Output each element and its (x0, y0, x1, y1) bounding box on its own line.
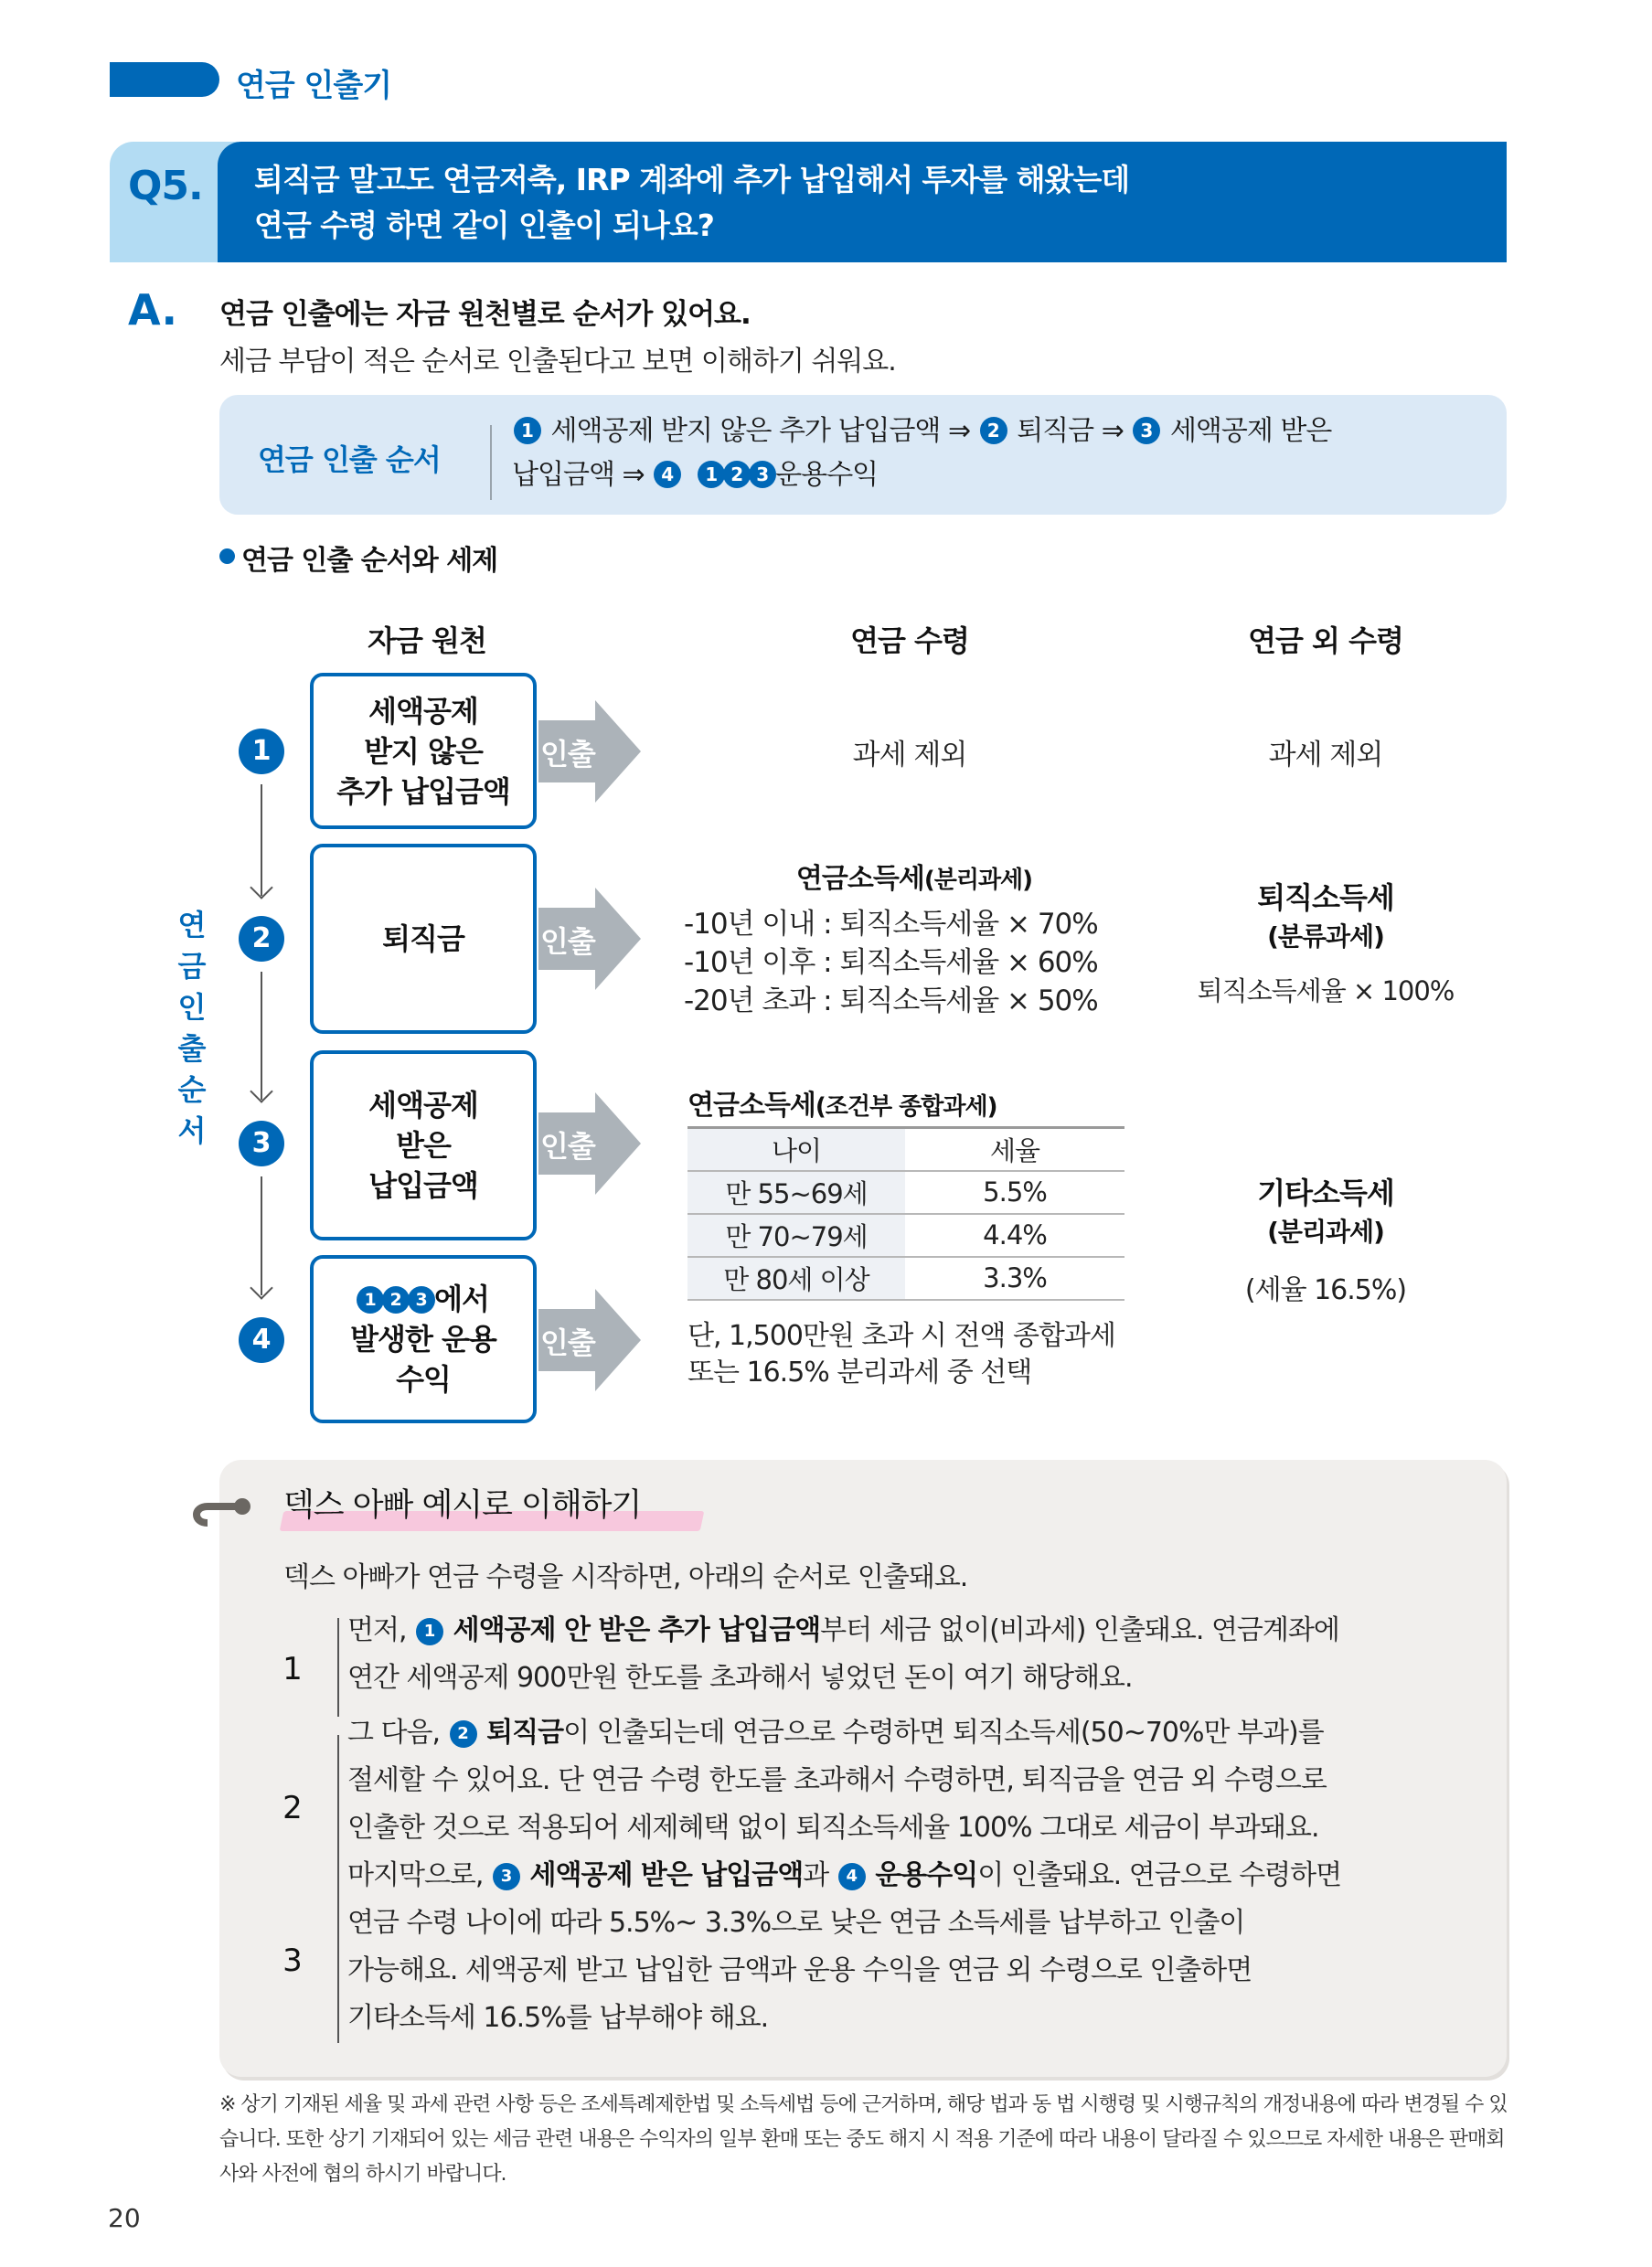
step-2-text: 퇴직금 (1017, 415, 1094, 447)
text: 먼저, (347, 1614, 415, 1646)
divider (490, 425, 492, 500)
arrow-down-icon (250, 1080, 272, 1102)
source-line: 세액공제 (368, 693, 478, 729)
source-line: 받은 (396, 1128, 451, 1163)
section-heading: 연금 인출 순서와 세제 (241, 545, 498, 577)
badge-1: 1 (357, 1286, 384, 1314)
bold-term: 퇴직금 (486, 1717, 564, 1749)
rate-line: -20년 초과 : 퇴직소득세율 × 50% (684, 984, 1098, 1017)
row1-pension-tax: 과세 제외 (852, 739, 967, 772)
step-circle-3: 3 (239, 1121, 284, 1166)
badge-4: 4 (838, 1863, 866, 1890)
table-row (687, 1214, 1124, 1257)
bold-term: 세액공제 받은 납입금액 (529, 1859, 804, 1891)
badge-3: 3 (408, 1286, 435, 1314)
double-arrow-icon: ⇒ (1101, 415, 1124, 447)
text: 과 (803, 1859, 837, 1891)
step-badge-4: 4 (654, 461, 681, 488)
step-circle-4: 4 (239, 1317, 284, 1363)
rate-cell: 3.3% (905, 1257, 1124, 1300)
text: 그 다음, (347, 1717, 448, 1749)
age-cell: 만 70~79세 (687, 1214, 905, 1257)
source-line: 퇴직금 (382, 921, 464, 956)
step-3-text-b: 납입금액 (512, 459, 614, 491)
withdraw-label: 인출 (540, 1325, 595, 1360)
item-line: 연간 세액공제 900만원 한도를 초과해서 넣었던 돈이 여기 해당해요. (347, 1662, 1133, 1694)
row3-non-pension-sub: (분리과세) (1267, 1217, 1384, 1247)
section-header-bar (110, 62, 219, 97)
item-line (347, 1852, 1499, 1900)
double-arrow-icon: ⇒ (947, 415, 971, 447)
example-item-2 (347, 1709, 1499, 1852)
item-line: 절세할 수 있어요. 단 연금 수령 한도를 초과해서 수령하면, 퇴직금을 연금 외 수령으로 (347, 1764, 1327, 1796)
table-header-row (687, 1128, 1124, 1171)
withdraw-arrow (538, 1092, 641, 1195)
column-header-source: 자금 원천 (368, 623, 486, 658)
question-line-1: 퇴직금 말고도 연금저축, IRP 계좌에 추가 납입해서 투자를 해왔는데 (254, 162, 1130, 197)
source-line: 납입금액 (368, 1168, 478, 1203)
source-box-severance (310, 844, 537, 1034)
side-char: 연 (177, 908, 207, 942)
answer-subline: 세금 부담이 적은 순서로 인출된다고 보면 이해하기 쉬워요. (219, 346, 896, 378)
column-header-non-pension: 연금 외 수령 (1248, 623, 1403, 658)
side-char: 금 (177, 949, 207, 984)
question-label: Q5. (128, 163, 203, 209)
double-arrow-icon: ⇒ (622, 459, 645, 491)
withdraw-label: 인출 (540, 924, 595, 959)
row2-non-pension-title: 퇴직소득세 (1257, 880, 1394, 915)
step-1-text: 세액공제 받지 않은 추가 납입금액 (550, 415, 941, 447)
rate-line: -10년 이내 : 퇴직소득세율 × 70% (684, 908, 1098, 941)
step-circle-1: 1 (239, 729, 284, 774)
example-item-3 (347, 1852, 1499, 2042)
bullet-icon (219, 548, 235, 564)
step-badge-2: 2 (980, 417, 1007, 444)
row2-non-pension-rate: 퇴직소득세율 × 100% (1197, 975, 1455, 1006)
item-divider (337, 1869, 339, 2043)
arrow-down-icon (250, 876, 272, 899)
rate-line: -10년 이후 : 퇴직소득세율 × 60% (684, 946, 1098, 979)
header-age: 나이 (687, 1128, 905, 1171)
badge-2: 2 (450, 1720, 477, 1748)
title-sub: (조건부 종합과세) (815, 1093, 997, 1121)
row4-pension-note (687, 1318, 1115, 1391)
arrow-down-icon (250, 1276, 272, 1299)
bold-term: 운용수익 (875, 1859, 978, 1891)
item-line (347, 1607, 1499, 1655)
question-line-2: 연금 수령 하면 같이 인출이 되나요? (254, 208, 714, 243)
example-item-number: 3 (282, 1942, 303, 1979)
source-line: 세액공제 (368, 1088, 478, 1123)
row1-non-pension-tax: 과세 제외 (1268, 739, 1383, 772)
pin-hook-icon (187, 1492, 251, 1532)
example-item-number: 2 (282, 1790, 303, 1826)
withdraw-arrow (538, 888, 641, 990)
age-cell: 만 80세 이상 (687, 1257, 905, 1300)
text: 이 인출돼요. 연금으로 수령하면 (977, 1859, 1342, 1891)
step-3-text-a: 세액공제 받은 (1169, 415, 1332, 447)
title-sub: (분리과세) (923, 867, 1033, 894)
step-badge-3: 3 (1133, 417, 1160, 444)
row3-pension-title (687, 1082, 997, 1123)
source-box-investment-returns (310, 1255, 537, 1423)
row2-non-pension-sub: (분류과세) (1267, 921, 1384, 952)
example-title: 덱스 아빠 예시로 이해하기 (283, 1487, 642, 1524)
source-line: 받지 않은 (364, 733, 483, 769)
rate-cell: 5.5% (905, 1171, 1124, 1214)
age-cell: 만 55~69세 (687, 1171, 905, 1214)
rate-cell: 4.4% (905, 1214, 1124, 1257)
withdraw-label: 인출 (540, 737, 595, 772)
source-box-deducted-contributions (310, 1050, 537, 1240)
example-item-number: 1 (282, 1651, 303, 1687)
row2-pension-rates (684, 905, 1098, 1020)
row2-pension-title (731, 856, 1097, 896)
step-4-text: 운용수익 (775, 459, 879, 491)
note-line: 단, 1,500만원 초과 시 전액 종합과세 (687, 1320, 1115, 1352)
step-badge-1: 1 (514, 417, 541, 444)
age-tax-rate-table (687, 1126, 1124, 1301)
page-number: 20 (108, 2203, 141, 2233)
side-char: 서 (177, 1113, 207, 1148)
title-main: 연금소득세 (687, 1090, 815, 1122)
badge-2: 2 (723, 461, 751, 488)
item-line (347, 1709, 1499, 1757)
question-text (254, 157, 1129, 249)
source-line: 발생한 운용 (350, 1322, 496, 1357)
source-line (350, 1279, 496, 1319)
item-divider (337, 1735, 339, 1870)
source-line: 수익 (396, 1362, 451, 1397)
row3-non-pension-rate: (세율 16.5%) (1244, 1274, 1407, 1306)
item-line: 기타소득세 16.5%를 납부해야 해요. (347, 2002, 769, 2034)
badge-3: 3 (749, 461, 776, 488)
side-char: 인 (177, 990, 207, 1025)
header-rate: 세율 (905, 1128, 1124, 1171)
table-row (687, 1171, 1124, 1214)
row3-non-pension-title: 기타소득세 (1257, 1176, 1394, 1210)
withdraw-arrow (538, 700, 641, 803)
item-line: 연금 수령 나이에 따라 5.5%~ 3.3%으로 낮은 연금 소득세를 납부하고 인출이 (347, 1907, 1245, 1939)
table-row (687, 1257, 1124, 1300)
answer-headline: 연금 인출에는 자금 원천별로 순서가 있어요. (219, 298, 751, 331)
badge-1: 1 (416, 1618, 443, 1645)
example-item-1 (347, 1607, 1499, 1702)
step-circle-2: 2 (239, 916, 284, 962)
text: 부터 세금 없이(비과세) 인출돼요. 연금계좌에 (820, 1614, 1339, 1646)
withdrawal-order-steps (512, 410, 1499, 497)
note-line: 또는 16.5% 분리과세 중 선택 (687, 1357, 1032, 1389)
item-line: 인출한 것으로 적용되어 세제혜택 없이 퇴직소득세율 100% 그대로 세금이 부과돼요. (347, 1812, 1319, 1844)
source-line: 추가 납입금액 (336, 773, 510, 809)
badge-1: 1 (698, 461, 725, 488)
answer-label: A. (128, 285, 177, 335)
item-line: 가능해요. 세액공제 받고 납입한 금액과 운용 수익을 연금 외 수령으로 인출하면 (347, 1954, 1252, 1986)
text: 이 인출되는데 연금으로 수령하면 퇴직소득세(50~70%만 부과)를 (563, 1717, 1324, 1749)
side-char: 출 (177, 1031, 207, 1066)
side-char: 순 (177, 1072, 207, 1107)
badge-3: 3 (493, 1863, 520, 1890)
badge-2: 2 (382, 1286, 410, 1314)
bold-term: 세액공제 안 받은 추가 납입금액 (453, 1614, 821, 1646)
withdrawal-order-label: 연금 인출 순서 (258, 442, 441, 477)
column-header-pension: 연금 수령 (850, 623, 969, 658)
text: 마지막으로, (347, 1859, 491, 1891)
section-title: 연금 인출기 (236, 68, 392, 104)
source-box-untaxed-contributions (310, 673, 537, 829)
item-divider (337, 1618, 339, 1717)
withdraw-label: 인출 (540, 1129, 595, 1164)
withdrawal-order-side-label (174, 905, 210, 1152)
source-suffix: 에서 (434, 1282, 489, 1316)
withdraw-arrow (538, 1289, 641, 1391)
footnote-disclaimer: ※ 상기 기재된 세율 및 과세 관련 사항 등은 조세특례제한법 및 소득세법 등에 근거하며, 해당 법과 동 법 시행령 및 시행규칙의 개정내용에 따라 변경될 수 있습니다. 또한 상기 기재되어 있는 세금 관련 내용은 수익자의 일부 환매 또는 중도 해지 시 적용 기준에 따라 내용이 달라질 수 있으므로 자세한 내용은 판매회사와 사전에 협의 하시기 바랍니다. (219, 2093, 1508, 2186)
title-main: 연금소득세 (795, 863, 924, 895)
example-intro: 덱스 아빠가 연금 수령을 시작하면, 아래의 순서로 인출돼요. (283, 1561, 968, 1593)
